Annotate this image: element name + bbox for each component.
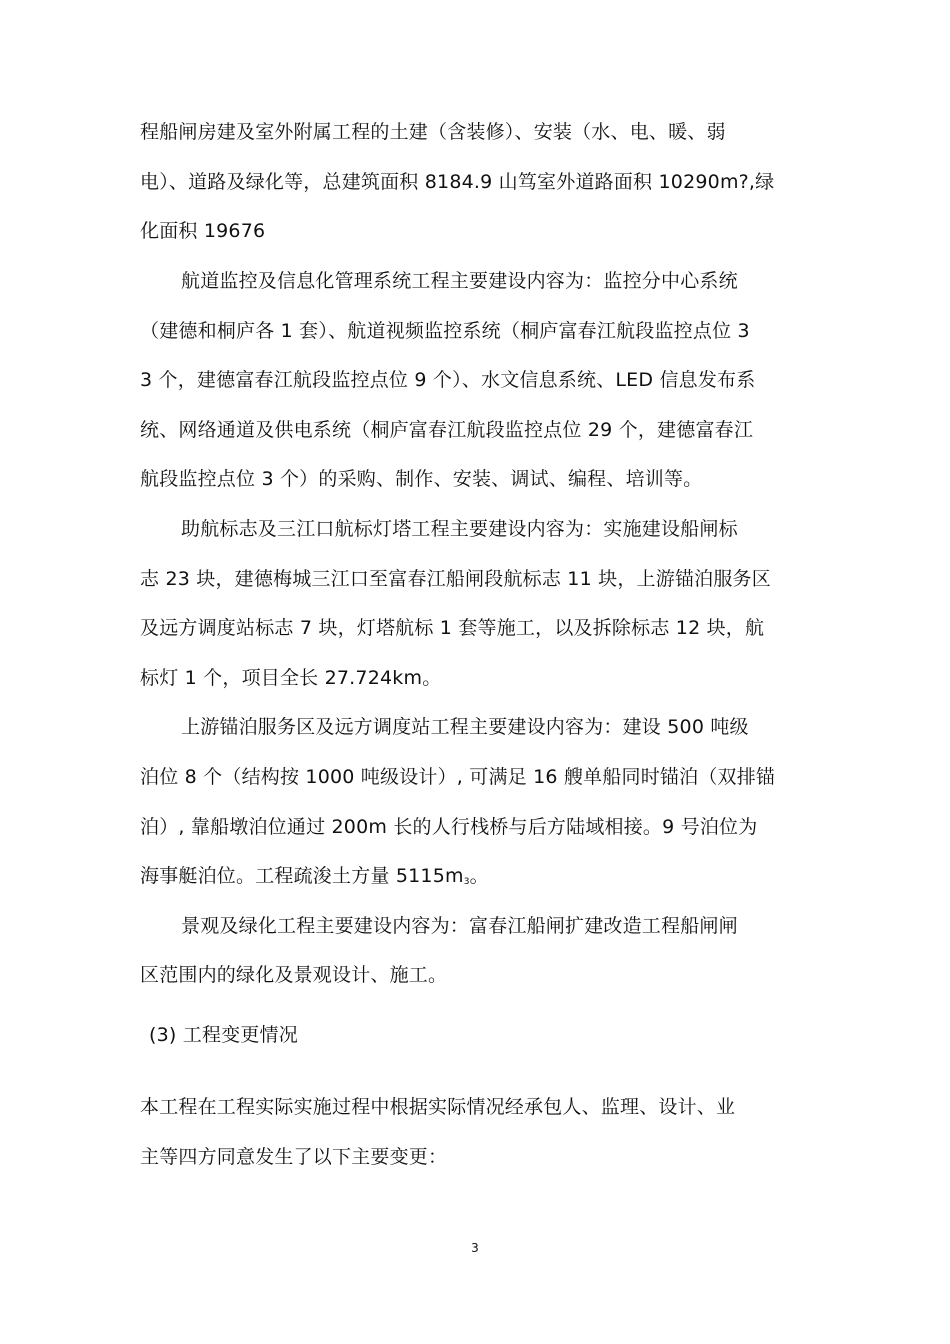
text-line: 化面积 19676 bbox=[140, 220, 266, 242]
text-line: 航道监控及信息化管理系统工程主要建设内容为：监控分中心系统 bbox=[181, 270, 738, 292]
text-line: 统、网络通道及供电系统（桐庐富春江航段监控点位 29 个，建德富春江 bbox=[140, 419, 754, 441]
text-segment: 。 bbox=[469, 865, 489, 887]
text-line: 标灯 1 个，项目全长 27.724km。 bbox=[140, 667, 442, 689]
text-line: 本工程在工程实际实施过程中根据实际情况经承包人、监理、设计、业 bbox=[140, 1096, 736, 1118]
text-line: 上游锚泊服务区及远方调度站工程主要建设内容为：建设 500 吨级 bbox=[181, 716, 749, 738]
text-line: 泊位 8 个（结构按 1000 吨级设计）, 可满足 16 艘单船同时锚泊（双排锚 bbox=[140, 766, 776, 788]
text-line: 主等四方同意发生了以下主要变更： bbox=[140, 1146, 448, 1168]
text-line: 志 23 块，建德梅城三江口至富春江船闸段航标志 11 块，上游锚泊服务区 bbox=[140, 568, 771, 590]
text-line: 助航标志及三江口航标灯塔工程主要建设内容为：实施建设船闸标 bbox=[181, 518, 738, 540]
section-heading: (3) 工程变更情况 bbox=[149, 1024, 298, 1046]
text-line bbox=[140, 863, 489, 895]
text-line: （建德和桐庐各 1 套）、航道视频监控系统（桐庐富春江航段监控点位 3 bbox=[140, 320, 750, 342]
text-segment: 海事艇泊位。工程疏浚土方量 5115m bbox=[140, 865, 464, 887]
subscript: 3 bbox=[463, 877, 470, 887]
text-line: 电）、道路及绿化等，总建筑面积 8184.9 山笃室外道路面积 10290m?,绿 bbox=[140, 171, 775, 193]
text-line: 航段监控点位 3 个）的采购、制作、安装、调试、编程、培训等。 bbox=[140, 468, 703, 490]
text-line: 景观及绿化工程主要建设内容为：富春江船闸扩建改造工程船闸闸 bbox=[181, 915, 738, 937]
text-line: 及远方调度站标志 7 块，灯塔航标 1 套等施工，以及拆除标志 12 块，航 bbox=[140, 617, 765, 639]
page-number: 3 bbox=[471, 1241, 479, 1255]
text-line: 泊）, 靠船墩泊位通过 200m 长的人行栈桥与后方陆域相接。9 号泊位为 bbox=[140, 816, 758, 838]
text-line: 区范围内的绿化及景观设计、施工。 bbox=[140, 964, 448, 986]
text-line: 程船闸房建及室外附属工程的土建（含装修）、安装（水、电、暖、弱 bbox=[140, 121, 726, 143]
text-line: 3 个，建德富春江航段监控点位 9 个）、水文信息系统、LED 信息发布系 bbox=[140, 369, 756, 391]
